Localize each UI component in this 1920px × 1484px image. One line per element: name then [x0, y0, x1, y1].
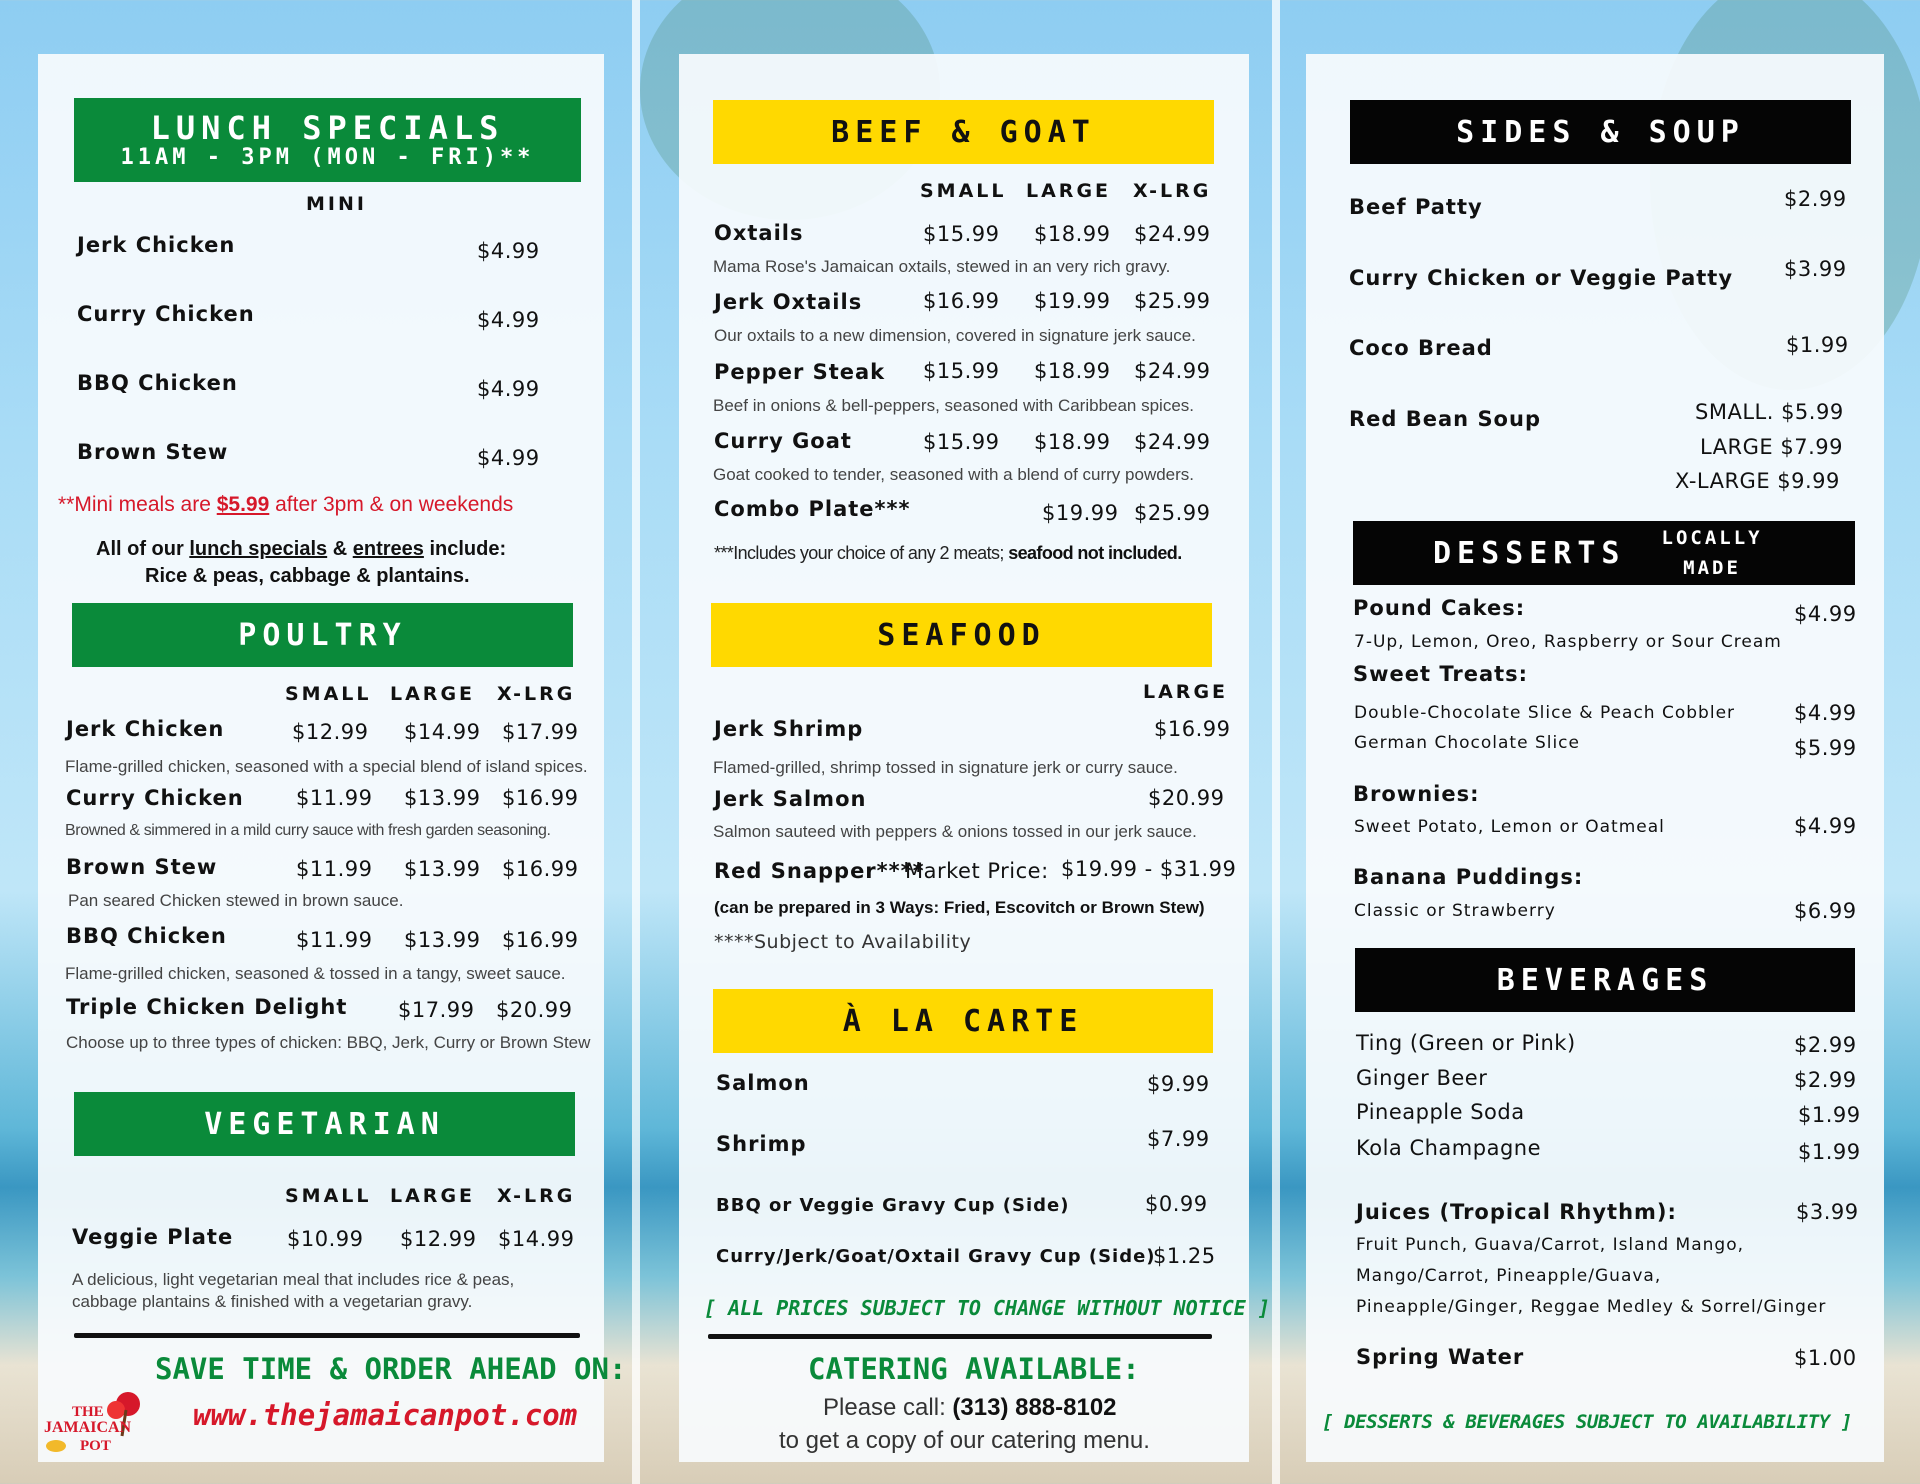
side-item-name: Curry Chicken or Veggie Patty: [1349, 266, 1734, 290]
sweet-treat-price: $5.99: [1794, 736, 1857, 760]
beef-item-name: Jerk Oxtails: [714, 290, 863, 314]
desserts-title: DESSERTS: [1433, 535, 1626, 571]
veggie-desc-line1: A delicious, light vegetarian meal that includes rice & peas,: [72, 1270, 515, 1289]
poultry-price-large: $13.99: [404, 857, 481, 881]
pound-cakes-label: Pound Cakes:: [1353, 596, 1526, 620]
veg-col-xlrg: X-LRG: [497, 1185, 576, 1207]
veg-col-large: LARGE: [390, 1185, 476, 1207]
beef-item-desc: Our oxtails to a new dimension, covered in signature jerk sauce.: [714, 326, 1196, 345]
soup-price-large: LARGE $7.99: [1700, 435, 1843, 459]
combo-price-xlrg: $25.99: [1134, 501, 1211, 525]
red-snapper-name: Red Snapper****: [714, 859, 925, 883]
beef-price-small: $16.99: [923, 289, 1000, 313]
banana-puddings-price: $6.99: [1794, 899, 1857, 923]
sides-soup-title: SIDES & SOUP: [1456, 114, 1745, 150]
seafood-col-large: LARGE: [1143, 681, 1229, 703]
poultry-price-large: $13.99: [404, 928, 481, 952]
triple-chicken-desc: Choose up to three types of chicken: BBQ, Jerk, Curry or Brown Stew: [66, 1033, 591, 1052]
veggie-desc-line2: cabbage plantains & finished with a vegetarian gravy.: [72, 1292, 473, 1311]
triple-chicken-name: Triple Chicken Delight: [66, 995, 348, 1019]
seafood-item-name: Jerk Shrimp: [714, 717, 864, 741]
beverages-banner: [1355, 948, 1855, 1012]
side-item-name: Coco Bread: [1349, 336, 1493, 360]
seafood-item-desc: Flamed-grilled, shrimp tossed in signature jerk or curry sauce.: [713, 758, 1178, 777]
poultry-price-small: $11.99: [296, 928, 373, 952]
soup-name: Red Bean Soup: [1349, 407, 1541, 431]
includes-amp: &: [327, 538, 353, 560]
poultry-banner: [72, 603, 573, 667]
spring-water-name: Spring Water: [1356, 1345, 1525, 1369]
logo-text-the: THE: [72, 1404, 104, 1420]
poultry-col-xlrg: X-LRG: [497, 683, 576, 705]
beef-price-large: $18.99: [1034, 222, 1111, 246]
lunch-specials-title: LUNCH SPECIALS: [150, 108, 505, 147]
vegetarian-title: VEGETARIAN: [204, 1106, 445, 1142]
catering-line1: [823, 1394, 1117, 1422]
side-item-price: $3.99: [1784, 257, 1847, 281]
poultry-item-desc: Flame-grilled chicken, seasoned with a special blend of island spices.: [65, 757, 588, 776]
includes-entrees-link: entrees: [352, 538, 424, 560]
catering-heading: CATERING AVAILABLE:: [808, 1352, 1140, 1386]
sweet-treat-name: Double-Chocolate Slice & Peach Cobbler: [1354, 703, 1736, 723]
includes-text-a: All of our: [96, 538, 190, 560]
lunch-item-price: $4.99: [477, 239, 540, 263]
poultry-price-small: $11.99: [296, 857, 373, 881]
brownies-desc: Sweet Potato, Lemon or Oatmeal: [1354, 817, 1665, 837]
poultry-price-small: $12.99: [292, 720, 369, 744]
beef-price-xlrg: $24.99: [1134, 222, 1211, 246]
mini-note-price: $5.99: [216, 493, 270, 516]
lunch-specials-banner: [74, 98, 581, 182]
poultry-item-name: Jerk Chicken: [66, 717, 225, 741]
seafood-item-price: $20.99: [1148, 786, 1225, 810]
beef-item-name: Oxtails: [714, 221, 804, 245]
lunch-item-name: Curry Chicken: [77, 302, 255, 326]
lunch-item-price: $4.99: [477, 377, 540, 401]
lunch-item-name: Brown Stew: [77, 440, 229, 464]
poultry-item-name: BBQ Chicken: [66, 924, 227, 948]
badge-line1: LOCALLY: [1661, 527, 1763, 549]
poultry-col-small: SMALL: [285, 683, 372, 705]
poultry-price-xlrg: $16.99: [502, 786, 579, 810]
lunch-item-name: BBQ Chicken: [77, 371, 238, 395]
includes-text-b: include:: [423, 538, 507, 560]
lunch-item-price: $4.99: [477, 308, 540, 332]
seafood-title: SEAFOOD: [877, 617, 1046, 653]
panel-divider: [1272, 0, 1280, 1484]
vegetarian-banner: [74, 1092, 575, 1156]
logo-text-jamaican: JAMAICAN: [44, 1419, 132, 1436]
beef-price-large: $18.99: [1034, 359, 1111, 383]
poultry-price-xlrg: $17.99: [502, 720, 579, 744]
beverage-price: $2.99: [1794, 1068, 1857, 1092]
beverage-name: Ginger Beer: [1356, 1066, 1488, 1090]
brownies-price: $4.99: [1794, 814, 1857, 838]
a-la-carte-banner: [713, 989, 1213, 1053]
juices-desc-line: Pineapple/Ginger, Reggae Medley & Sorrel/Ginger: [1356, 1297, 1827, 1317]
panel-divider: [632, 0, 640, 1484]
beef-price-small: $15.99: [923, 430, 1000, 454]
mini-meals-note: [58, 493, 513, 517]
beef-price-small: $15.99: [923, 222, 1000, 246]
combo-note-b: seafood not included.: [1008, 543, 1182, 563]
beef-goat-banner: [713, 100, 1214, 164]
beverages-title: BEVERAGES: [1496, 962, 1714, 998]
sweet-treats-label: Sweet Treats:: [1353, 662, 1529, 686]
includes-note: [96, 538, 506, 561]
poultry-item-desc: Pan seared Chicken stewed in brown sauce.: [68, 891, 404, 910]
beef-col-large: LARGE: [1026, 180, 1112, 202]
red-snapper-price: $19.99 - $31.99: [1061, 857, 1237, 881]
beef-item-desc: Beef in onions & bell-peppers, seasoned with Caribbean spices.: [713, 396, 1195, 415]
combo-plate-name: Combo Plate***: [714, 497, 911, 521]
beverage-name: Kola Champagne: [1356, 1136, 1542, 1160]
veggie-price-large: $12.99: [400, 1227, 477, 1251]
poultry-item-desc: Flame-grilled chicken, seasoned & tossed in a tangy, sweet sauce.: [65, 964, 566, 983]
seafood-item-desc: Salmon sauteed with peppers & onions tossed in our jerk sauce.: [713, 822, 1197, 841]
carte-item-price: $1.25: [1153, 1244, 1216, 1268]
beverage-name: Pineapple Soda: [1356, 1100, 1525, 1124]
triple-chicken-price-xlrg: $20.99: [496, 998, 573, 1022]
combo-note-a: ***Includes your choice of any 2 meats;: [714, 543, 1009, 563]
beef-goat-title: BEEF & GOAT: [831, 114, 1096, 150]
middle-divider-rule: [708, 1334, 1212, 1339]
badge-line2: MADE: [1683, 557, 1741, 579]
desserts-beverages-notice: [ DESSERTS & BEVERAGES SUBJECT TO AVAILABILITY ]: [1322, 1411, 1852, 1433]
left-divider-rule: [74, 1333, 580, 1338]
pound-cakes-price: $4.99: [1794, 602, 1857, 626]
mini-note-text-b: after 3pm & on weekends: [269, 493, 514, 516]
includes-lunch-link: lunch specials: [189, 538, 328, 560]
beef-item-desc: Goat cooked to tender, seasoned with a blend of curry powders.: [713, 465, 1195, 484]
lunch-item-price: $4.99: [477, 446, 540, 470]
red-snapper-label: Market Price:: [905, 859, 1049, 883]
catering-phone[interactable]: (313) 888-8102: [952, 1394, 1117, 1421]
red-snapper-note: (can be prepared in 3 Ways: Fried, Escovitch or Brown Stew): [714, 898, 1205, 917]
carte-item-price: $0.99: [1145, 1192, 1208, 1216]
veggie-price-small: $10.99: [287, 1227, 364, 1251]
poultry-item-name: Curry Chicken: [66, 786, 244, 810]
website-link[interactable]: www.thejamaicanpot.com: [193, 1398, 578, 1432]
sweet-treat-price: $4.99: [1794, 701, 1857, 725]
side-item-price: $1.99: [1786, 333, 1849, 357]
side-item-price: $2.99: [1784, 187, 1847, 211]
triple-chicken-price-large: $17.99: [398, 998, 475, 1022]
beef-item-name: Pepper Steak: [714, 360, 886, 384]
carte-item-price: $9.99: [1147, 1072, 1210, 1096]
poultry-col-large: LARGE: [390, 683, 476, 705]
poultry-price-xlrg: $16.99: [502, 857, 579, 881]
beef-item-desc: Mama Rose's Jamaican oxtails, stewed in an very rich gravy.: [713, 257, 1171, 276]
beef-price-small: $15.99: [923, 359, 1000, 383]
soup-price-small: SMALL. $5.99: [1695, 400, 1844, 424]
veg-col-small: SMALL: [285, 1185, 372, 1207]
beverage-price: $1.99: [1798, 1140, 1861, 1164]
beef-price-xlrg: $24.99: [1134, 359, 1211, 383]
carte-item-name: BBQ or Veggie Gravy Cup (Side): [716, 1195, 1070, 1216]
beef-price-large: $18.99: [1034, 430, 1111, 454]
beverage-price: $2.99: [1794, 1033, 1857, 1057]
carte-item-name: Shrimp: [716, 1132, 807, 1156]
locally-made-badge: [1662, 523, 1763, 583]
seafood-item-name: Jerk Salmon: [714, 787, 867, 811]
carte-item-name: Salmon: [716, 1071, 810, 1095]
carte-item-price: $7.99: [1147, 1127, 1210, 1151]
mini-column-header: MINI: [306, 193, 367, 215]
poultry-item-desc: Browned & simmered in a mild curry sauce with fresh garden seasoning.: [65, 822, 551, 839]
mini-note-text-a: **Mini meals are: [58, 493, 217, 516]
jamaican-pot-logo: [42, 1390, 160, 1456]
side-item-name: Beef Patty: [1349, 195, 1483, 219]
carte-item-name: Curry/Jerk/Goat/Oxtail Gravy Cup (Side): [716, 1246, 1156, 1267]
lunch-specials-hours: 11AM - 3PM (MON - FRI)**: [120, 144, 535, 170]
combo-note: [714, 543, 1182, 564]
poultry-title: POULTRY: [238, 617, 407, 653]
veggie-price-xlrg: $14.99: [498, 1227, 575, 1251]
poultry-price-xlrg: $16.99: [502, 928, 579, 952]
juices-price: $3.99: [1796, 1200, 1859, 1224]
juices-label: Juices (Tropical Rhythm):: [1356, 1200, 1677, 1224]
beverage-price: $1.99: [1798, 1103, 1861, 1127]
availability-note: ****Subject to Availability: [714, 931, 972, 953]
catering-line2: to get a copy of our catering menu.: [779, 1427, 1150, 1454]
prices-notice: [ ALL PRICES SUBJECT TO CHANGE WITHOUT NOTICE ]: [704, 1296, 1270, 1320]
beef-price-large: $19.99: [1034, 289, 1111, 313]
seafood-item-price: $16.99: [1154, 717, 1231, 741]
juices-desc-line: Fruit Punch, Guava/Carrot, Island Mango,: [1356, 1235, 1745, 1255]
veggie-plate-name: Veggie Plate: [72, 1225, 234, 1249]
sides-soup-banner: [1350, 100, 1851, 164]
lunch-item-name: Jerk Chicken: [77, 233, 236, 257]
beef-price-xlrg: $24.99: [1134, 430, 1211, 454]
poultry-price-large: $13.99: [404, 786, 481, 810]
sweet-treat-name: German Chocolate Slice: [1354, 733, 1580, 753]
banana-puddings-desc: Classic or Strawberry: [1354, 901, 1556, 921]
desserts-banner: [1353, 521, 1855, 585]
beef-col-small: SMALL: [920, 180, 1007, 202]
pound-cakes-desc: 7-Up, Lemon, Oreo, Raspberry or Sour Cream: [1354, 632, 1782, 652]
seafood-banner: [711, 603, 1212, 667]
beef-item-name: Curry Goat: [714, 429, 852, 453]
logo-text-pot: POT: [80, 1438, 111, 1454]
includes-line2: Rice & peas, cabbage & plantains.: [145, 565, 470, 587]
a-la-carte-title: À LA CARTE: [842, 1003, 1084, 1039]
poultry-price-small: $11.99: [296, 786, 373, 810]
combo-price-large: $19.99: [1042, 501, 1119, 525]
juices-desc-line: Mango/Carrot, Pineapple/Guava,: [1356, 1266, 1662, 1286]
soup-price-xlarge: X-LARGE $9.99: [1675, 469, 1840, 493]
poultry-price-large: $14.99: [404, 720, 481, 744]
brownies-label: Brownies:: [1353, 782, 1480, 806]
beef-col-xlrg: X-LRG: [1133, 180, 1212, 202]
catering-call-label: Please call:: [823, 1394, 953, 1421]
spring-water-price: $1.00: [1794, 1346, 1857, 1370]
poultry-item-name: Brown Stew: [66, 855, 218, 879]
banana-puddings-label: Banana Puddings:: [1353, 865, 1584, 889]
order-ahead-heading: SAVE TIME & ORDER AHEAD ON:: [155, 1352, 627, 1386]
beverage-name: Ting (Green or Pink): [1356, 1031, 1576, 1055]
beef-price-xlrg: $25.99: [1134, 289, 1211, 313]
